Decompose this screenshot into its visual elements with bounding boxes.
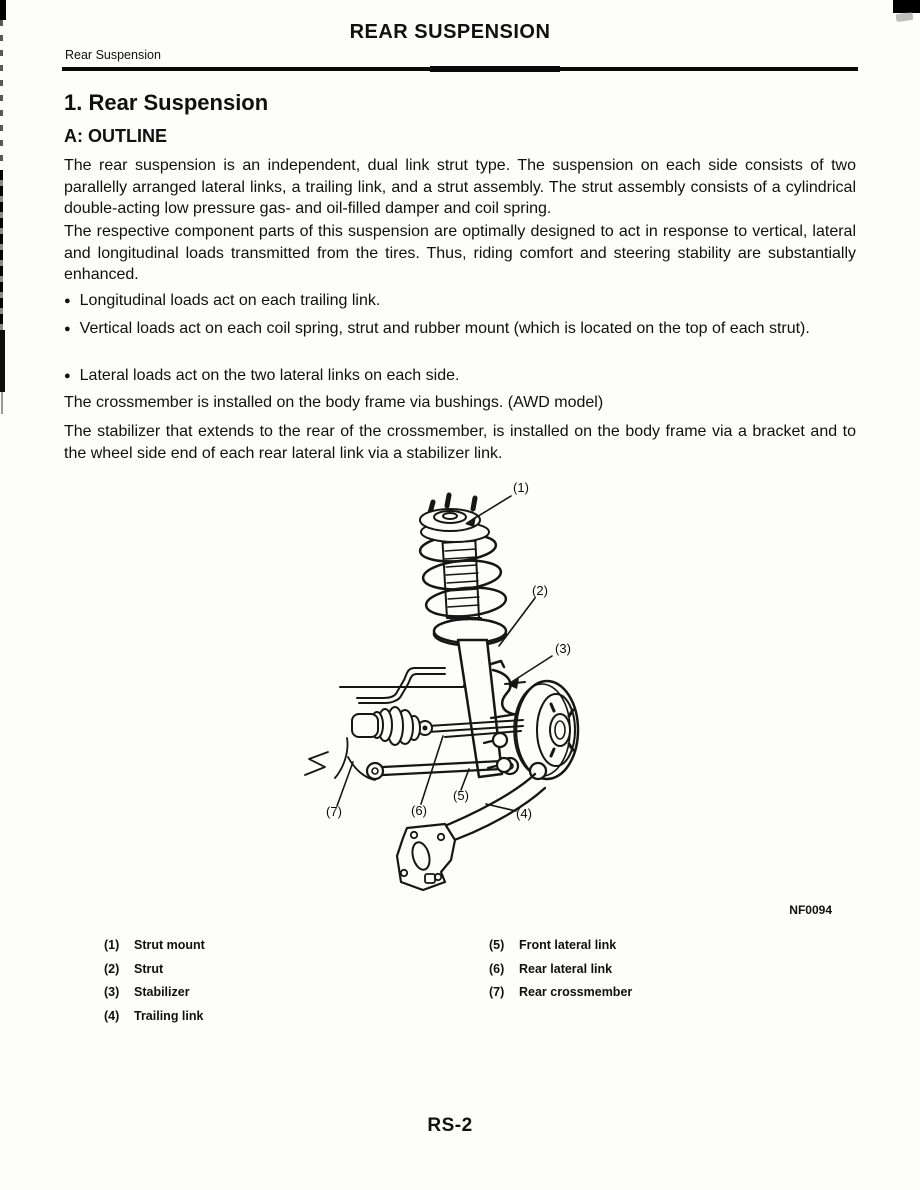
callout-5: (5) — [453, 788, 469, 803]
paragraph: The crossmember is installed on the body frame via bushings. (AWD model) — [64, 394, 604, 411]
callout-1: (1) — [513, 480, 529, 495]
paragraph: The stabilizer that extends to the rear of the crossmember, is installed on the body frame via a bracket and to the wheel side end of each rear lateral link via a stabilizer link. — [64, 423, 856, 462]
bullet-item — [64, 365, 856, 388]
scan-edge-artifact — [0, 170, 3, 330]
scan-corner-mark — [893, 0, 920, 13]
bullet-marker: ● — [64, 295, 71, 307]
legend-label: Front lateral link — [519, 938, 617, 952]
callout-6: (6) — [411, 803, 427, 818]
legend-number: (3) — [104, 985, 120, 999]
scan-edge-artifact — [0, 330, 5, 392]
callout-2: (2) — [532, 583, 548, 598]
rear-crossmember — [305, 738, 375, 780]
bullet-text: Vertical loads act on each coil spring, strut and rubber mount (which is located on the top of each strut). — [79, 320, 810, 337]
callout-7: (7) — [326, 804, 342, 819]
brake-drum — [514, 681, 578, 779]
rear-suspension-diagram — [295, 478, 655, 908]
legend-item — [104, 1007, 203, 1025]
scan-edge-artifact — [1, 392, 3, 414]
legend-label: Strut mount — [134, 938, 205, 952]
bullet-marker: ● — [64, 323, 71, 335]
bullet-text: Longitudinal loads act on each trailing link. — [79, 292, 381, 309]
legend-number: (5) — [489, 938, 505, 952]
legend-label: Rear lateral link — [519, 962, 613, 976]
scan-edge-artifact — [0, 0, 6, 20]
legend-number: (1) — [104, 938, 120, 952]
legend-item — [489, 936, 616, 954]
subsection-title: A: OUTLINE — [64, 126, 167, 146]
bullet-marker: ● — [64, 370, 71, 382]
document-title: REAR SUSPENSION — [349, 21, 551, 43]
cv-boot — [352, 707, 432, 745]
legend-label: Rear crossmember — [519, 985, 633, 999]
running-head: Rear Suspension — [65, 48, 161, 62]
legend-label: Trailing link — [134, 1009, 204, 1023]
paragraph: The rear suspension is an independent, dual link strut type. The suspension on each side consists of two parallelly arranged lateral links, a trailing link, and a strut assembly. The strut assembly consists of a cylindrical double-acting low pressure gas- and oil-filled damper and coil spring. — [64, 157, 856, 217]
bullet-item — [64, 290, 856, 313]
legend-number: (4) — [104, 1009, 120, 1023]
axle-shaft — [428, 720, 523, 737]
page-number: RS-2 — [427, 1115, 473, 1136]
legend-number: (7) — [489, 985, 505, 999]
strut-tube — [458, 640, 502, 777]
legend-number: (2) — [104, 962, 120, 976]
legend-label: Strut — [134, 962, 164, 976]
paragraph: The respective component parts of this suspension are optimally designed to act in response to vertical, lateral and longitudinal loads transmitted from the tires. Thus, riding comfort and steering stability are substantially enhanced. — [64, 223, 856, 283]
body-frame-lines — [340, 668, 525, 703]
trailing-link — [397, 763, 546, 890]
legend-item — [489, 983, 632, 1001]
legend-number: (6) — [489, 962, 505, 976]
bullet-item — [64, 318, 856, 341]
legend-item — [104, 983, 190, 1001]
callout-4: (4) — [516, 806, 532, 821]
callout-3: (3) — [555, 641, 571, 656]
strut-mount — [420, 495, 489, 542]
figure-code: NF0094 — [789, 903, 832, 917]
legend-label: Stabilizer — [134, 985, 190, 999]
section-title: 1. Rear Suspension — [64, 90, 269, 115]
legend-item — [104, 936, 205, 954]
header-rule-thick-segment — [430, 66, 560, 72]
legend-item — [104, 960, 163, 978]
legend-item — [489, 960, 612, 978]
bullet-text: Lateral loads act on the two lateral links on each side. — [79, 367, 460, 384]
